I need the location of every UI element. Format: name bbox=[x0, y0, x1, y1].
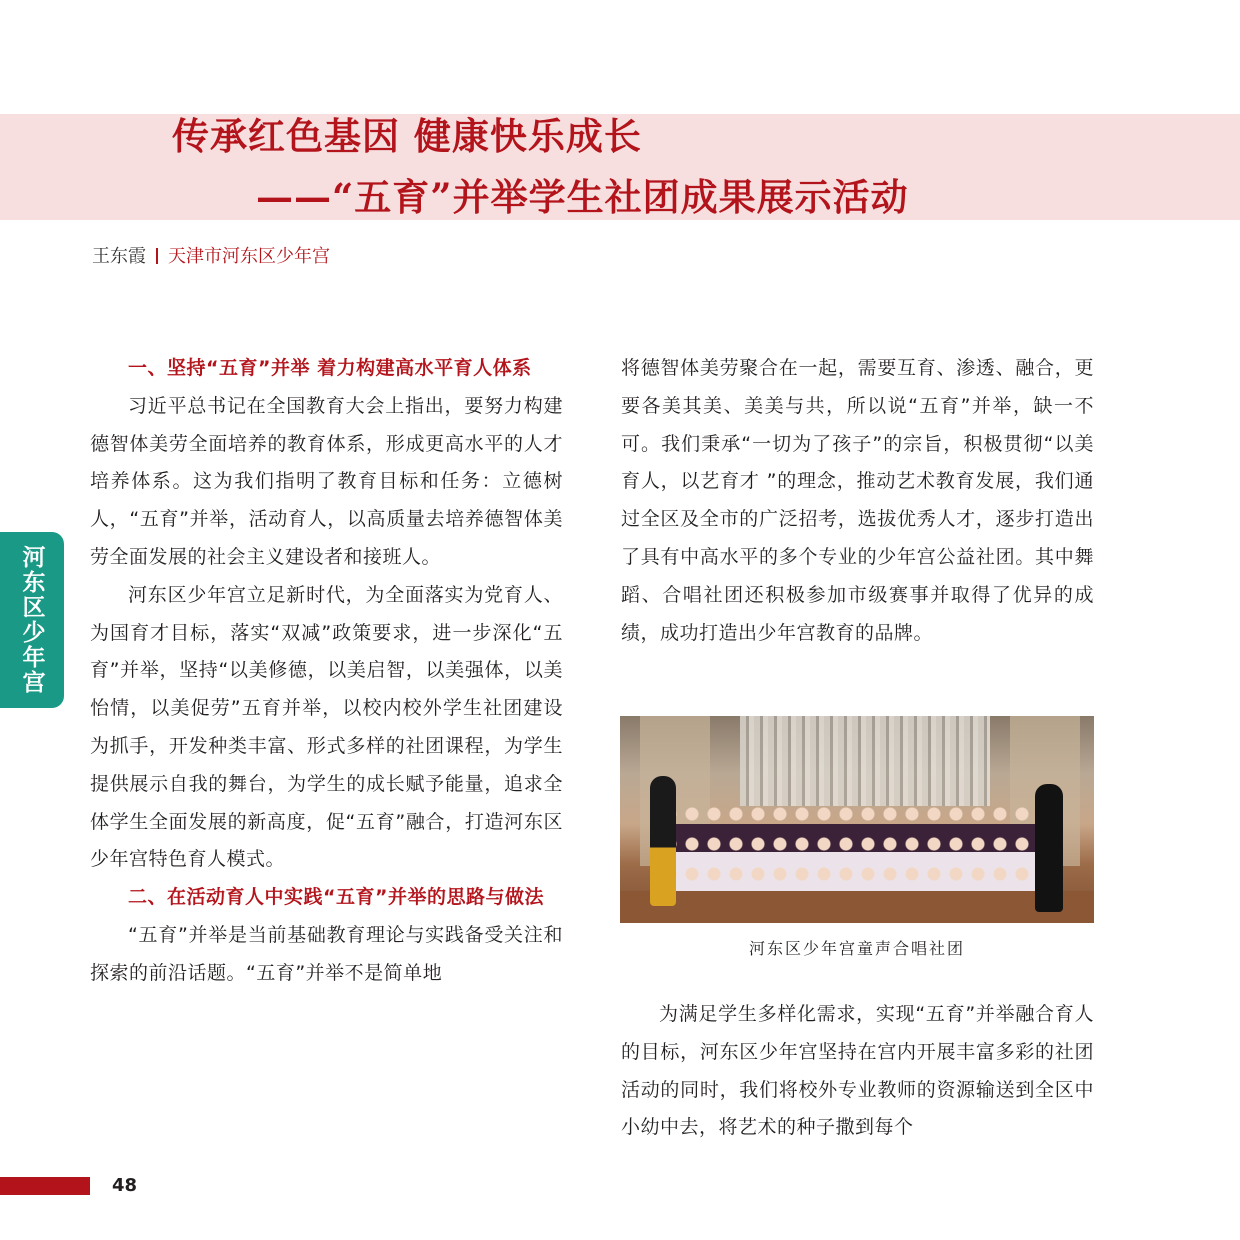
choir-rows bbox=[660, 804, 1060, 894]
photo-caption: 河东区少年宫童声合唱社团 bbox=[748, 939, 965, 958]
paragraph: 河东区少年宫立足新时代，为全面落实为党育人、为国育才目标，落实“双减”政策要求，进一步深化“五育”并举，坚持“以美修德，以美启智，以美强体，以美怡情，以美促劳”五育并举，以校内校外学生社团建设为抓手，开发种类丰富、形式多样的社团课程，为学生提供展示自我的舞台，为学生的成长赋予能量，追求全体学生全面发展的新高度，促“五育”融合，打造河东区少年宫特色育人模式。 bbox=[90, 583, 563, 871]
side-tab-label: 河东区少年宫 bbox=[18, 545, 45, 695]
paragraph: 将德智体美劳聚合在一起，需要互育、渗透、融合，更要各美其美、美美与共，所以说“五育”并举，缺一不可。我们秉承“一切为了孩子”的宗旨，积极贯彻“以美育人，以艺育才 ”的理念，推动艺术教育发展，我们通过全区及全市的广泛招考，选拔优秀人才，逐步打造出了具有中高水平的多个专业的少年宫公益社团。其中舞蹈、合唱社团还积极参加市级赛事并取得了优异的成绩，成功打造出少年宫教育的品牌。 bbox=[621, 357, 1094, 644]
teacher-figure bbox=[1035, 784, 1063, 912]
stage-floor bbox=[620, 891, 1094, 923]
page-number: 48 bbox=[112, 1175, 138, 1196]
conductor-figure bbox=[650, 776, 676, 906]
article-subtitle: ——“五育”并举学生社团成果展示活动 bbox=[256, 175, 909, 219]
section-heading-2: 二、在活动育人中实践“五育”并举的思路与做法 bbox=[128, 886, 544, 909]
paragraph: 为满足学生多样化需求，实现“五育”并举融合育人的目标，河东区少年宫坚持在宫内开展丰富多彩的社团活动的同时，我们将校外专业教师的资源输送到全区中小幼中去，将艺术的种子撒到每个 bbox=[621, 1003, 1094, 1139]
page-number-bar bbox=[0, 1177, 90, 1195]
author-organization: 天津市河东区少年宫 bbox=[168, 246, 330, 267]
left-column bbox=[90, 350, 563, 993]
author-name: 王东霞 bbox=[92, 246, 146, 267]
section-side-tab bbox=[0, 532, 64, 708]
paragraph: “五育”并举是当前基础教育理论与实践备受关注和探索的前沿话题。“五育”并举不是简单地 bbox=[90, 923, 563, 984]
choir-photo bbox=[620, 716, 1094, 923]
paragraph: 习近平总书记在全国教育大会上指出，要努力构建德智体美劳全面培养的教育体系，形成更高水平的人才培养体系。这为我们指明了教育目标和任务：立德树人，“五育”并举，活动育人，以高质量去培养德智体美劳全面发展的社会主义建设者和接班人。 bbox=[90, 394, 563, 568]
byline bbox=[92, 244, 330, 270]
organ-pipes bbox=[740, 716, 990, 806]
article-title: 传承红色基因 健康快乐成长 bbox=[172, 114, 642, 158]
byline-separator bbox=[156, 248, 158, 264]
right-column-top bbox=[621, 350, 1094, 652]
section-heading-1: 一、坚持“五育”并举 着力构建高水平育人体系 bbox=[128, 357, 532, 379]
right-column-bottom bbox=[621, 996, 1094, 1147]
